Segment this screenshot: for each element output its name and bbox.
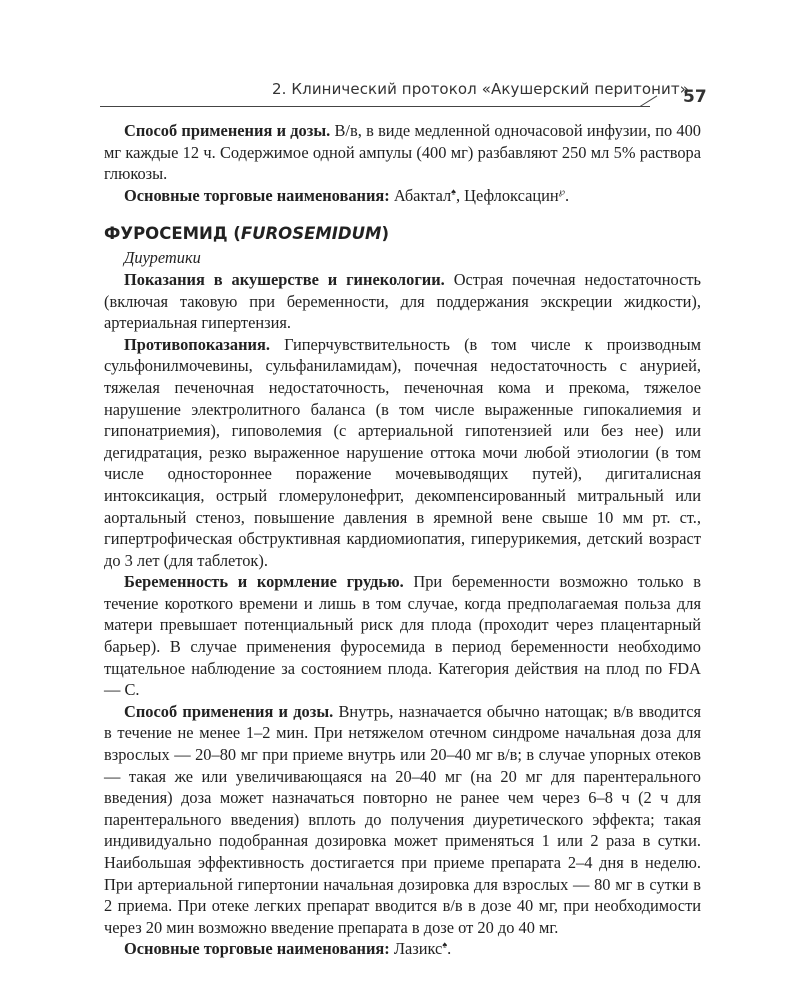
dosage-paragraph [104,701,701,939]
indications-label: Показания в акушерстве и гинекологии. [124,269,445,289]
trade-end: . [447,939,452,959]
page-body [104,120,701,960]
prev-dosage-text: В/в, в виде медленной одночасовой инфузии, по 400 мг каждые 12 ч. Содержимое одной ампулы (400 мг) разбавляют 250 мл 5% раствора глюкозы. [104,121,701,184]
prev-dosage-label: Способ применения и дозы. [124,121,331,140]
drug-latin-open: ( [227,224,241,244]
trademark-mark: ♠ [442,939,448,950]
prev-trade-name-1: Абактал [393,185,452,205]
running-header: 2. Клинический протокол «Акушерский перитонит» [272,80,690,98]
contraindications-text: Гиперчувствительность (в том числе к производным сульфонилмочевины, сульфаниламидам), почечная недостаточность с анурией, тяжелая печеночная недостаточность, печеночная кома и прекома, тяжелое нарушение электролитного баланса (в том числе выраженные гипокалиемия и гипонатриемия), гиповолемия (с артериальной гипотензией или без нее) или дегидратация, резко выраженное нарушение оттока мочи любой этиологии (в том числе одностороннее поражение мочевыводящих путей), дигиталисная интоксикация, острый гломерулонефрит, декомпенсированный митральный или аортальный стеноз, повышение давления в яремной вене свыше 10 мм рт. ст., гипертрофическая обструктивная кардиомиопатия, гиперурикемия, детский возраст до 3 лет (для таблеток). [104,334,701,570]
pregnancy-text: При беременности возможно только в течение короткого времени и лишь в том случае, когда предполагаемая польза для матери превышает потенциальный риск для плода (проходит через плацентарный барьер). В случае применения фуросемида в период беременности необходимо тщательное наблюдение за состоянием плода. Категория действия на плод по FDA — C. [104,572,701,700]
indications-text: Острая почечная недостаточность (включая таковую при беременности, для поддержания экскреции жидкости), артериальная гипертензия. [104,269,701,333]
trade-names-paragraph [104,938,701,960]
prev-trade-paragraph [104,185,701,207]
drug-name: ФУРОСЕМИД [104,224,228,244]
pregnancy-paragraph [104,571,701,701]
indications-paragraph [104,269,701,334]
header-rule [100,106,650,107]
prev-trade-name-2: Цефлоксацин [464,185,559,205]
trade-names-label: Основные торговые наименования: [124,939,390,959]
contraindications-label: Противопоказания. [124,334,270,354]
prev-trade-sep: , [455,185,465,205]
prev-trade-label: Основные торговые наименования: [124,185,390,205]
dosage-label: Способ применения и дозы. [124,701,334,721]
dosage-text: Внутрь, назначается обычно натощак; в/в вводится в течение не менее 1–2 мин. При нетяжелом отечном синдроме начальная доза для взрослых — 20–80 мг при приеме внутрь или 20–40 мг в/в; в случае упорных отеков — такая же или увеличивающаяся на 20–40 мг (на 20 мг для парентерального введения) доза может назначаться повторно не ранее чем через 6–8 ч (2 ч для парентерального введения) вплоть до получения диуретического эффекта; такая индивидуально подобранная дозировка может применяться 1 или 2 раза в сутки. Наибольшая эффективность достигается при приеме препарата 2–4 дня в неделю. При артериальной гипертонии начальная дозировка для взрослых — 80 мг в сутки в 2 приема. При отеке легких препарат вводится в/в в дозе 40 мг, при необходимости через 20 мин возможно введение препарата в дозе от 20 до 40 мг. [104,701,702,937]
registry-mark: ℘ [558,186,565,197]
page-number: 57 [683,87,707,107]
pregnancy-label: Беременность и кормление грудью. [124,572,404,592]
contraindications-paragraph [104,334,701,572]
drug-latin-close: ) [381,224,389,244]
trade-name: Лазикс [393,939,443,959]
drug-heading [104,223,701,245]
trademark-mark: ♠ [451,186,456,197]
prev-dosage-paragraph [104,120,701,185]
drug-latin-name: FUROSEMIDUM [240,224,382,244]
prev-trade-end: . [564,185,570,205]
drug-category: Диуретики [124,248,201,268]
